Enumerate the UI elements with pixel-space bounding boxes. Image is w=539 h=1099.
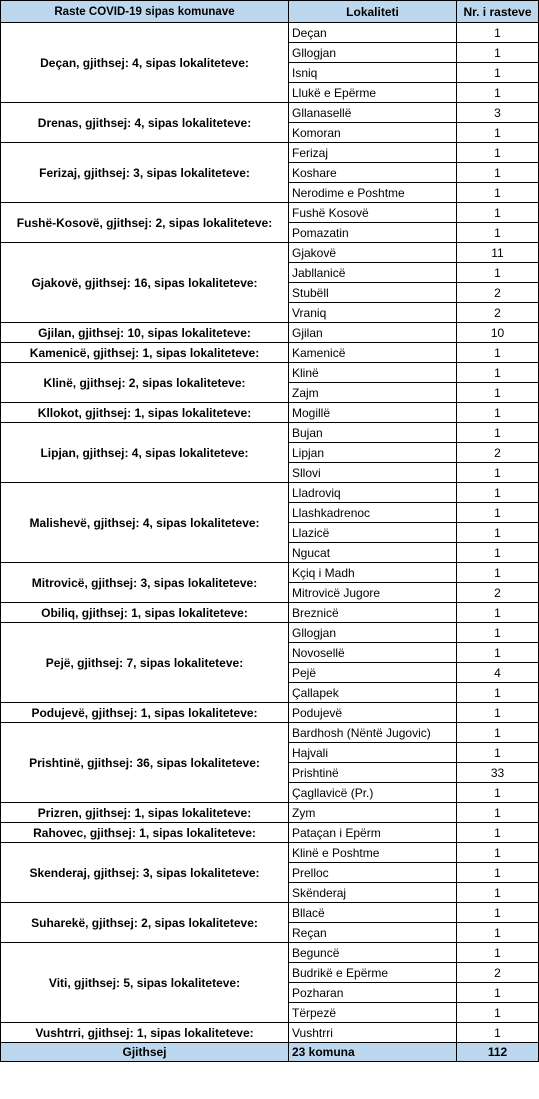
case-count-cell: 2	[457, 283, 539, 303]
locality-cell: Gllanasellë	[289, 103, 457, 123]
locality-cell: Llazicë	[289, 523, 457, 543]
table-row	[1, 943, 539, 963]
case-count-cell: 1	[457, 743, 539, 763]
municipality-cell: Lipjan, gjithsej: 4, sipas lokaliteteve:	[1, 423, 289, 483]
locality-cell: Kçiq i Madh	[289, 563, 457, 583]
total-label: Gjithsej	[1, 1043, 289, 1062]
municipality-cell: Obiliq, gjithsej: 1, sipas lokaliteteve:	[1, 603, 289, 623]
locality-cell: Bllacë	[289, 903, 457, 923]
locality-cell: Sllovi	[289, 463, 457, 483]
case-count-cell: 1	[457, 383, 539, 403]
table-row	[1, 343, 539, 363]
case-count-cell: 1	[457, 923, 539, 943]
table-row	[1, 703, 539, 723]
locality-cell: Llukë e Epërme	[289, 83, 457, 103]
case-count-cell: 4	[457, 663, 539, 683]
locality-cell: Ngucat	[289, 543, 457, 563]
municipality-cell: Prizren, gjithsej: 1, sipas lokaliteteve:	[1, 803, 289, 823]
case-count-cell: 1	[457, 503, 539, 523]
case-count-cell: 1	[457, 823, 539, 843]
case-count-cell: 1	[457, 43, 539, 63]
locality-cell: Ferizaj	[289, 143, 457, 163]
case-count-cell: 1	[457, 83, 539, 103]
municipality-cell: Skenderaj, gjithsej: 3, sipas lokaliteteve:	[1, 843, 289, 903]
table-row	[1, 803, 539, 823]
locality-cell: Podujevë	[289, 703, 457, 723]
case-count-cell: 1	[457, 183, 539, 203]
municipality-cell: Kllokot, gjithsej: 1, sipas lokaliteteve:	[1, 403, 289, 423]
table-row	[1, 483, 539, 503]
municipality-cell: Deçan, gjithsej: 4, sipas lokaliteteve:	[1, 23, 289, 103]
case-count-cell: 1	[457, 523, 539, 543]
case-count-cell: 1	[457, 483, 539, 503]
table-row	[1, 143, 539, 163]
table-row	[1, 823, 539, 843]
locality-cell: Vushtrri	[289, 1023, 457, 1043]
locality-cell: Llashkadrenoc	[289, 503, 457, 523]
case-count-cell: 1	[457, 623, 539, 643]
locality-cell: Skënderaj	[289, 883, 457, 903]
case-count-cell: 1	[457, 703, 539, 723]
table-row	[1, 403, 539, 423]
case-count-cell: 1	[457, 1023, 539, 1043]
case-count-cell: 1	[457, 563, 539, 583]
case-count-cell: 1	[457, 23, 539, 43]
locality-cell: Bardhosh (Nëntë Jugovic)	[289, 723, 457, 743]
locality-cell: Gjakovë	[289, 243, 457, 263]
case-count-cell: 10	[457, 323, 539, 343]
case-count-cell: 1	[457, 883, 539, 903]
case-count-cell: 1	[457, 343, 539, 363]
table-row	[1, 243, 539, 263]
locality-cell: Gjilan	[289, 323, 457, 343]
case-count-cell: 1	[457, 363, 539, 383]
case-count-cell: 11	[457, 243, 539, 263]
municipality-cell: Gjilan, gjithsej: 10, sipas lokaliteteve:	[1, 323, 289, 343]
case-count-cell: 1	[457, 863, 539, 883]
locality-cell: Klinë	[289, 363, 457, 383]
table-row	[1, 903, 539, 923]
locality-cell: Pozharan	[289, 983, 457, 1003]
case-count-cell: 1	[457, 723, 539, 743]
table-row	[1, 723, 539, 743]
table-row	[1, 623, 539, 643]
table-row	[1, 323, 539, 343]
table-row	[1, 1023, 539, 1043]
municipality-cell: Klinë, gjithsej: 2, sipas lokaliteteve:	[1, 363, 289, 403]
case-count-cell: 33	[457, 763, 539, 783]
table-row	[1, 603, 539, 623]
case-count-cell: 1	[457, 463, 539, 483]
header-municipality: Raste COVID-19 sipas komunave	[1, 1, 289, 23]
locality-cell: Gllogjan	[289, 623, 457, 643]
municipality-cell: Podujevë, gjithsej: 1, sipas lokaliteteve:	[1, 703, 289, 723]
locality-cell: Bujan	[289, 423, 457, 443]
locality-cell: Koshare	[289, 163, 457, 183]
municipality-cell: Pejë, gjithsej: 7, sipas lokaliteteve:	[1, 623, 289, 703]
case-count-cell: 1	[457, 1003, 539, 1023]
municipality-cell: Mitrovicë, gjithsej: 3, sipas lokaliteteve:	[1, 563, 289, 603]
case-count-cell: 1	[457, 983, 539, 1003]
locality-cell: Komoran	[289, 123, 457, 143]
case-count-cell: 2	[457, 303, 539, 323]
municipality-cell: Rahovec, gjithsej: 1, sipas lokaliteteve:	[1, 823, 289, 843]
header-locality: Lokaliteti	[289, 1, 457, 23]
table-row	[1, 423, 539, 443]
case-count-cell: 2	[457, 443, 539, 463]
case-count-cell: 3	[457, 103, 539, 123]
locality-cell: Kamenicë	[289, 343, 457, 363]
case-count-cell: 1	[457, 803, 539, 823]
locality-cell: Lladroviq	[289, 483, 457, 503]
municipality-cell: Ferizaj, gjithsej: 3, sipas lokaliteteve:	[1, 143, 289, 203]
municipality-cell: Drenas, gjithsej: 4, sipas lokaliteteve:	[1, 103, 289, 143]
locality-cell: Çallapek	[289, 683, 457, 703]
header-case-count: Nr. i rasteve	[457, 1, 539, 23]
table-row	[1, 363, 539, 383]
case-count-cell: 1	[457, 143, 539, 163]
case-count-cell: 2	[457, 963, 539, 983]
case-count-cell: 1	[457, 263, 539, 283]
locality-cell: Breznicë	[289, 603, 457, 623]
locality-cell: Prishtinë	[289, 763, 457, 783]
locality-cell: Beguncë	[289, 943, 457, 963]
case-count-cell: 1	[457, 903, 539, 923]
locality-cell: Reçan	[289, 923, 457, 943]
municipality-cell: Gjakovë, gjithsej: 16, sipas lokaliteteve:	[1, 243, 289, 323]
case-count-cell: 1	[457, 63, 539, 83]
locality-cell: Novosellë	[289, 643, 457, 663]
municipality-cell: Vushtrri, gjithsej: 1, sipas lokaliteteve:	[1, 1023, 289, 1043]
municipality-cell: Suharekë, gjithsej: 2, sipas lokaliteteve:	[1, 903, 289, 943]
locality-cell: Budrikë e Epërme	[289, 963, 457, 983]
locality-cell: Gllogjan	[289, 43, 457, 63]
municipality-cell: Kamenicë, gjithsej: 1, sipas lokaliteteve:	[1, 343, 289, 363]
locality-cell: Pejë	[289, 663, 457, 683]
total-cases: 112	[457, 1043, 539, 1062]
table-row	[1, 23, 539, 43]
total-row	[1, 1043, 539, 1062]
table-row	[1, 203, 539, 223]
table-row	[1, 843, 539, 863]
locality-cell: Klinë e Poshtme	[289, 843, 457, 863]
municipality-cell: Malishevë, gjithsej: 4, sipas lokaliteteve:	[1, 483, 289, 563]
locality-cell: Tërpezë	[289, 1003, 457, 1023]
municipality-cell: Prishtinë, gjithsej: 36, sipas lokaliteteve:	[1, 723, 289, 803]
locality-cell: Prelloc	[289, 863, 457, 883]
locality-cell: Zym	[289, 803, 457, 823]
case-count-cell: 1	[457, 843, 539, 863]
locality-cell: Deçan	[289, 23, 457, 43]
case-count-cell: 1	[457, 783, 539, 803]
case-count-cell: 1	[457, 403, 539, 423]
locality-cell: Vraniq	[289, 303, 457, 323]
case-count-cell: 1	[457, 543, 539, 563]
locality-cell: Jabllanicë	[289, 263, 457, 283]
total-municipalities: 23 komuna	[289, 1043, 457, 1062]
locality-cell: Zajm	[289, 383, 457, 403]
table-row	[1, 563, 539, 583]
locality-cell: Nerodime e Poshtme	[289, 183, 457, 203]
case-count-cell: 1	[457, 683, 539, 703]
case-count-cell: 1	[457, 163, 539, 183]
locality-cell: Hajvali	[289, 743, 457, 763]
locality-cell: Lipjan	[289, 443, 457, 463]
municipality-cell: Fushë-Kosovë, gjithsej: 2, sipas lokaliteteve:	[1, 203, 289, 243]
case-count-cell: 1	[457, 943, 539, 963]
locality-cell: Mogillë	[289, 403, 457, 423]
locality-cell: Stubëll	[289, 283, 457, 303]
locality-cell: Isniq	[289, 63, 457, 83]
locality-cell: Pataçan i Epërm	[289, 823, 457, 843]
case-count-cell: 1	[457, 423, 539, 443]
locality-cell: Fushë Kosovë	[289, 203, 457, 223]
case-count-cell: 1	[457, 223, 539, 243]
table-row	[1, 103, 539, 123]
header-row	[1, 1, 539, 23]
case-count-cell: 1	[457, 203, 539, 223]
locality-cell: Mitrovicë Jugore	[289, 583, 457, 603]
table-body	[1, 23, 539, 1043]
case-count-cell: 1	[457, 123, 539, 143]
case-count-cell: 2	[457, 583, 539, 603]
locality-cell: Çagllavicë (Pr.)	[289, 783, 457, 803]
municipality-cell: Viti, gjithsej: 5, sipas lokaliteteve:	[1, 943, 289, 1023]
case-count-cell: 1	[457, 603, 539, 623]
locality-cell: Pomazatin	[289, 223, 457, 243]
case-count-cell: 1	[457, 643, 539, 663]
